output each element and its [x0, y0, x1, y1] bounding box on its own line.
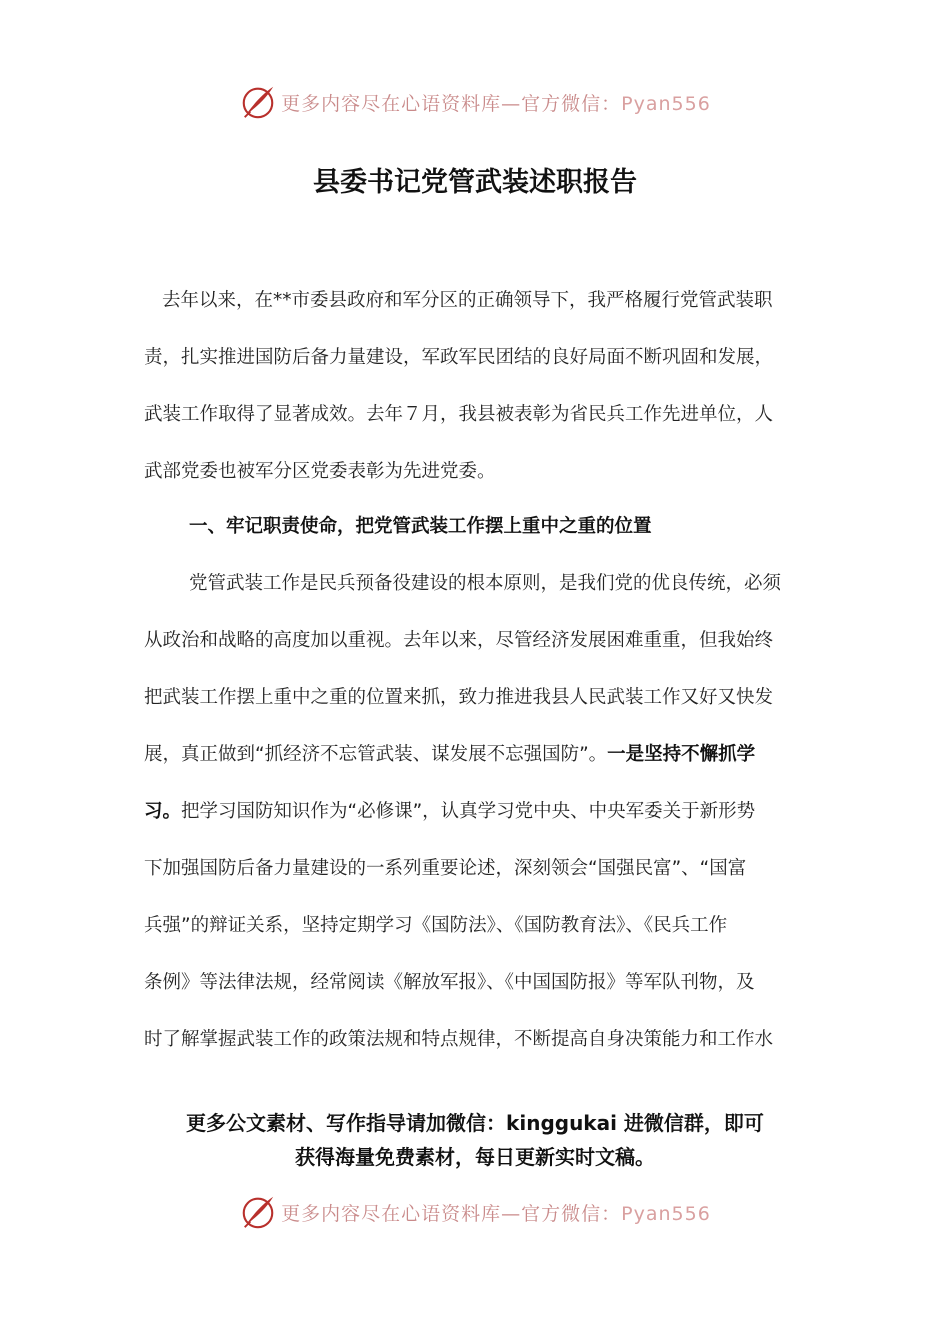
paragraph2-line: 兵强”的辩证关系，坚持定期学习《国防法》、《国防教育法》、《民兵工作 — [144, 915, 728, 936]
section1-heading: 一、牢记职责使命，把党管武装工作摆上重中之重的位置 — [189, 516, 652, 537]
point-one-bold-end: 习。 — [144, 801, 182, 822]
paragraph2-line: 时了解掌握武装工作的政策法规和特点规律，不断提高自身决策能力和工作水 — [144, 1029, 774, 1050]
quill-logo-icon — [239, 83, 277, 121]
paragraph2-line — [144, 783, 806, 840]
footer-banner — [0, 1190, 950, 1234]
paragraph2-line: 下加强国防后备力量建设的一系列重要论述，深刻领会“国强民富”、“国富 — [144, 858, 747, 879]
banner-wechat-id: Pyan556 — [621, 1202, 711, 1225]
paragraph1-line: 去年以来，在**市委县政府和军分区的正确领导下，我严格履行党管武装职 — [162, 290, 773, 311]
paragraph2-line: 从政治和战略的高度加以重视。去年以来，尽管经济发展困难重重，但我始终 — [144, 630, 774, 651]
paragraph2-line — [144, 726, 806, 783]
document-title: 县委书记党管武装述职报告 — [313, 167, 637, 198]
paragraph2-line: 条例》等法律法规，经常阅读《解放军报》、《中国国防报》等军队刊物，及 — [144, 972, 755, 993]
footer-note-line: 获得海量免费素材，每日更新实时文稿。 — [295, 1145, 655, 1169]
header-banner — [0, 80, 950, 124]
paragraph2-line: 党管武装工作是民兵预备役建设的根本原则，是我们党的优良传统，必须 — [189, 573, 782, 594]
document-body — [144, 272, 806, 1068]
paragraph1-line: 责，扎实推进国防后备力量建设，军政军民团结的良好局面不断巩固和发展， — [144, 347, 774, 368]
paragraph2-text: 展，真正做到“抓经济不忘管武装、谋发展不忘强国防”。 — [144, 744, 608, 765]
banner-slogan: 更多内容尽在心语资料库—官方微信： — [281, 92, 622, 115]
point-one-bold: 一是坚持不懈抓学 — [607, 744, 756, 765]
paragraph1-line: 武装工作取得了显著成效。去年７月，我县被表彰为省民兵工作先进单位，人 — [144, 404, 774, 425]
paragraph2-line: 把武装工作摆上重中之重的位置来抓，致力推进我县人民武装工作又好又快发 — [144, 687, 774, 708]
quill-logo-icon — [239, 1193, 277, 1231]
banner-text — [281, 89, 711, 116]
paragraph2-text: 把学习国防知识作为“必修课”，认真学习党中央、中央军委关于新形势 — [181, 801, 756, 822]
banner-slogan: 更多内容尽在心语资料库—官方微信： — [281, 1202, 622, 1225]
banner-wechat-id: Pyan556 — [621, 92, 711, 115]
paragraph1-line: 武部党委也被军分区党委表彰为先进党委。 — [144, 461, 496, 482]
footer-promo-note — [0, 1106, 950, 1174]
footer-note-line: 更多公文素材、写作指导请加微信：kinggukai 进微信群，即可 — [186, 1111, 764, 1135]
banner-text — [281, 1199, 711, 1226]
